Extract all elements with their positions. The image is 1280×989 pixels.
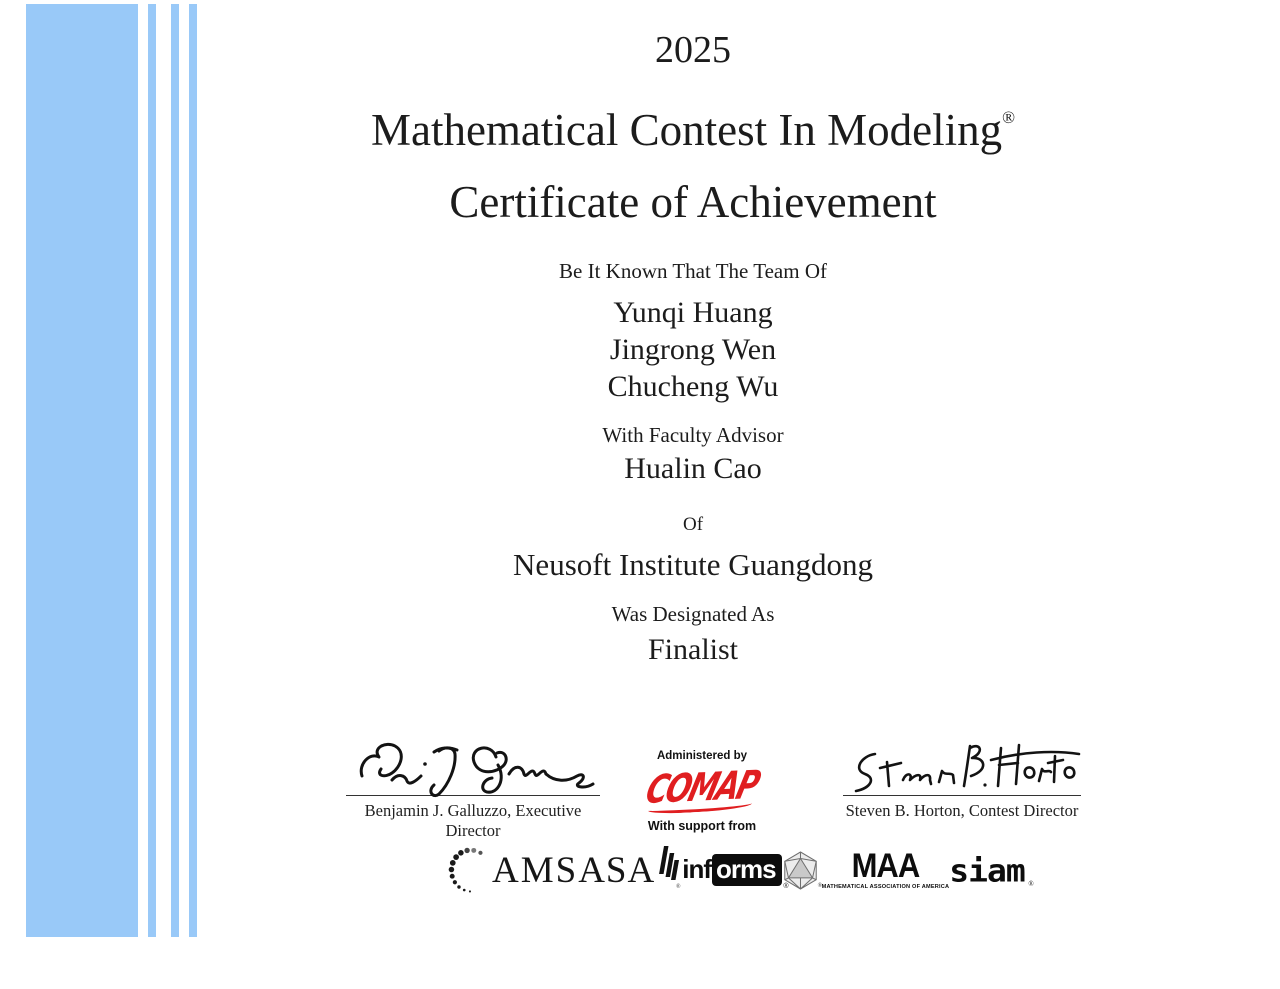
- executive-director-signature-icon: [346, 736, 600, 798]
- sponsor-logo-strip: [448, 843, 1034, 897]
- contest-director-name-title: Steven B. Horton, Contest Director: [845, 801, 1079, 820]
- team-member-name: Jingrong Wen: [609, 333, 777, 366]
- ams-logo: [448, 845, 578, 895]
- maa-registered-mark: ®: [817, 882, 823, 889]
- team-member-list: [103, 294, 1280, 405]
- team-member-name: Yunqi Huang: [613, 296, 773, 329]
- asa-logo-text: ASA: [578, 849, 656, 891]
- asa-registered-mark: ®: [676, 884, 681, 890]
- advisor-name: Hualin Cao: [624, 452, 762, 485]
- designation-intro-line: Was Designated As: [611, 602, 775, 626]
- designation-award: Finalist: [647, 633, 738, 666]
- advisor-intro-line: With Faculty Advisor: [602, 423, 784, 447]
- institution-name: Neusoft Institute Guangdong: [513, 547, 873, 582]
- contest-director-signature-icon: [843, 736, 1081, 798]
- contest-title-text: Mathematical Contest In Modeling: [370, 105, 1003, 155]
- contest-director-signature-block: [843, 736, 1081, 821]
- informs-registered-mark: ®: [783, 883, 789, 890]
- comap-logo-text: COMAP: [641, 761, 763, 813]
- of-label: Of: [682, 514, 704, 535]
- maa-logo-subtext: MATHEMATICAL ASSOCIATION OF AMERICA: [821, 883, 950, 890]
- siam-registered-mark: ®: [1028, 879, 1034, 888]
- team-member-name: Chucheng Wu: [607, 370, 779, 403]
- maa-logo-text: MAA: [851, 845, 920, 885]
- certificate-body: [103, 0, 1280, 668]
- contest-year: 2025: [655, 29, 731, 71]
- team-intro-line: Be It Known That The Team Of: [559, 259, 827, 283]
- contest-title: [103, 91, 1280, 157]
- administered-by-block: [626, 750, 778, 833]
- executive-director-name-title: Benjamin J. Galluzzo, Executive Director: [364, 801, 582, 840]
- asa-logo: [578, 849, 682, 892]
- maa-icosahedron-icon: [782, 850, 819, 891]
- siam-logo-text: siam: [949, 851, 1025, 889]
- informs-logo-prefix: inf: [682, 854, 711, 884]
- asa-bars-icon: [656, 846, 682, 890]
- signature-line: [346, 795, 600, 796]
- administered-by-label: Administered by: [656, 750, 748, 762]
- comap-logo: [626, 761, 778, 816]
- executive-director-signature-block: [346, 736, 600, 841]
- certificate-subtitle: Certificate of Achievement: [449, 177, 937, 227]
- ams-dotted-arc-icon: [448, 845, 490, 895]
- ams-logo-text: AMS: [492, 849, 579, 891]
- siam-logo: [949, 851, 1034, 890]
- maa-text-column: [821, 845, 950, 890]
- informs-logo-boxed: orms: [712, 854, 782, 886]
- signature-line: [843, 795, 1081, 796]
- registered-trademark-mark: ®: [1002, 108, 1016, 127]
- informs-logo: [682, 854, 789, 890]
- support-from-label: With support from: [647, 819, 757, 833]
- maa-logo: [782, 845, 950, 891]
